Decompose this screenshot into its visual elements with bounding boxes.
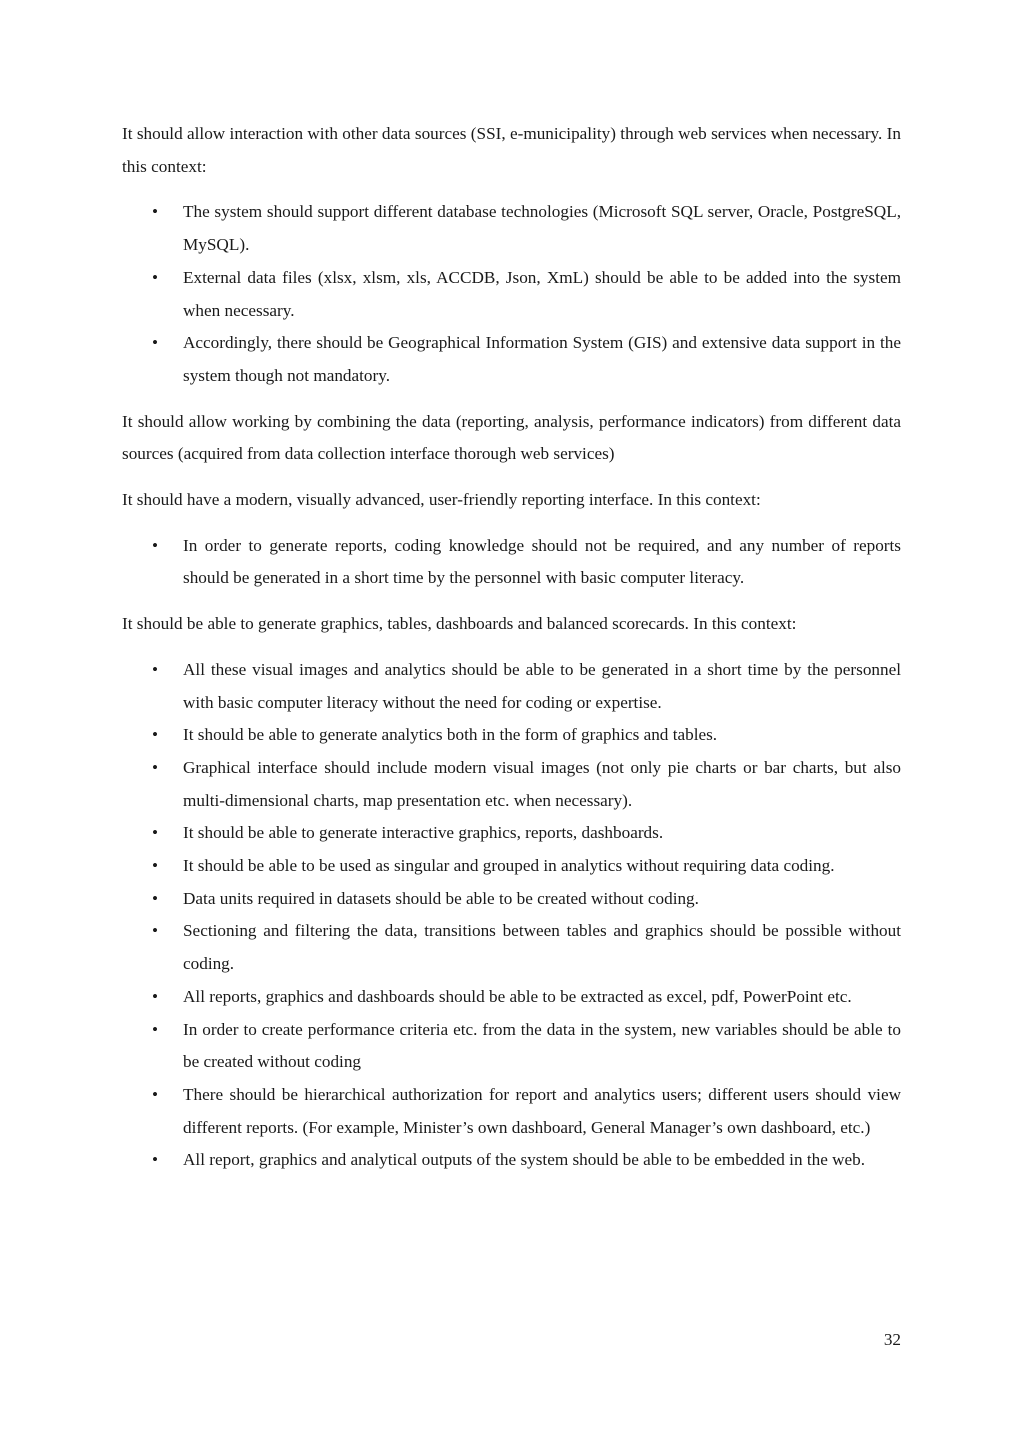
list-item [122, 327, 901, 392]
bullet-icon: • [152, 757, 159, 777]
paragraph: It should be able to generate graphics, tables, dashboards and balanced scorecards. In this context: [122, 614, 797, 634]
bullet-icon: • [152, 1150, 159, 1170]
list-item [122, 1079, 901, 1144]
list-item-text: It should be able to generate interactive graphics, reports, dashboards. [183, 823, 664, 843]
bullet-list [122, 196, 901, 392]
bullet-icon: • [152, 725, 159, 745]
list-item [122, 752, 901, 817]
bullet-list [122, 654, 901, 1177]
page-number: 32 [883, 1330, 901, 1349]
paragraph: It should allow interaction with other data sources (SSI, e-municipality) through web services when necessary. In this context: [122, 124, 901, 176]
list-item [122, 530, 901, 595]
list-item [122, 654, 901, 719]
list-item [122, 1014, 901, 1079]
bullet-icon: • [152, 888, 159, 908]
paragraph: It should have a modern, visually advanced, user-friendly reporting interface. In this context: [122, 490, 761, 510]
list-item-text: All report, graphics and analytical outputs of the system should be able to be embedded in the web. [183, 1150, 866, 1170]
list-item [122, 915, 901, 980]
list-item [122, 196, 901, 261]
list-item-text: In order to generate reports, coding knowledge should not be required, and any number of reports should be generated in a short time by the personnel with basic computer literacy. [183, 535, 901, 588]
bullet-icon: • [152, 823, 159, 843]
list-item-text: In order to create performance criteria etc. from the data in the system, new variables should be able to be created without coding [183, 1019, 901, 1072]
list-item-text: It should be able to generate analytics both in the form of graphics and tables. [183, 725, 718, 745]
bullet-icon: • [152, 333, 159, 353]
list-item-text: Sectioning and filtering the data, transitions between tables and graphics should be possible without coding. [183, 921, 901, 974]
bullet-icon: • [152, 986, 159, 1006]
paragraph: It should allow working by combining the data (reporting, analysis, performance indicators) from different data sources (acquired from data collection interface thorough web services) [122, 411, 901, 464]
bullet-icon: • [152, 267, 159, 287]
bullet-icon: • [152, 659, 159, 679]
list-item [122, 981, 901, 1014]
list-item [122, 850, 901, 883]
list-item-text: It should be able to be used as singular and grouped in analytics without requiring data coding. [183, 856, 835, 876]
list-item [122, 262, 901, 327]
bullet-icon: • [152, 856, 159, 876]
list-item [122, 817, 901, 850]
bullet-icon: • [152, 921, 159, 941]
list-item-text: The system should support different database technologies (Microsoft SQL server, Oracle, PostgreSQL, MySQL). [183, 202, 901, 255]
list-item-text: All reports, graphics and dashboards should be able to be extracted as excel, pdf, PowerPoint etc. [183, 986, 852, 1006]
list-item-text: Graphical interface should include modern visual images (not only pie charts or bar charts, but also multi-dimensional charts, map presentation etc. when necessary). [183, 757, 901, 810]
bullet-list [122, 530, 901, 595]
list-item-text: External data files (xlsx, xlsm, xls, ACCDB, Json, XmL) should be able to be added into the system when necessary. [183, 267, 901, 320]
list-item [122, 883, 901, 916]
list-item-text: Accordingly, there should be Geographical Information System (GIS) and extensive data support in the system though not mandatory. [183, 333, 901, 385]
bullet-icon: • [152, 1019, 159, 1039]
list-item-text: All these visual images and analytics should be able to be generated in a short time by the personnel with basic computer literacy without the need for coding or expertise. [183, 659, 901, 712]
list-item [122, 1144, 901, 1177]
list-item [122, 719, 901, 752]
bullet-icon: • [152, 535, 159, 555]
list-item-text: Data units required in datasets should be able to be created without coding. [183, 888, 699, 908]
list-item-text: There should be hierarchical authorization for report and analytics users; different users should view different reports. (For example, Minister’s own dashboard, General Manager’s own dashboard, etc.) [183, 1084, 901, 1137]
bullet-icon: • [152, 1084, 159, 1104]
page-body [122, 118, 901, 1190]
bullet-icon: • [152, 202, 159, 222]
